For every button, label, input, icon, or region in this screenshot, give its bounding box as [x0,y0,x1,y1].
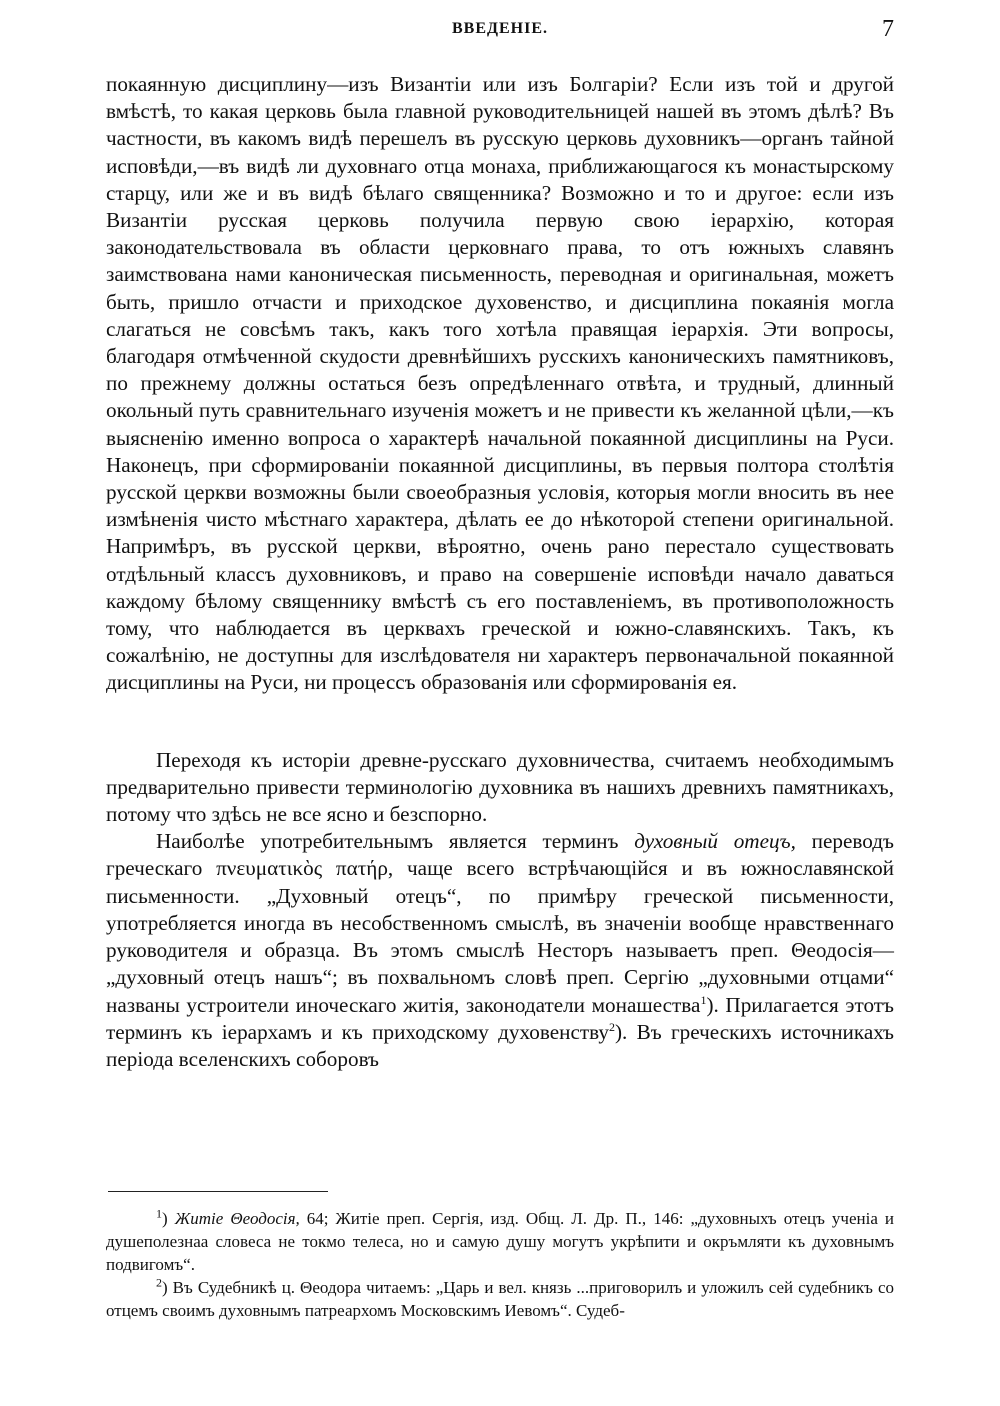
footnote-text: Въ Судебникѣ ц. Θеодора читаемъ: „Царь и вел. князь ...приговорилъ и уложилъ сей судебникъ со отцемъ своимъ духовнымъ патреархомъ Московскимъ Иевомъ“. Судеб- [106,1278,894,1320]
running-title: ВВЕДЕНІЕ. [451,20,549,37]
footnote-2: $^2$) Въ Судебникѣ ц. Θеодора читаемъ: „Царь и вел. князь ...приговорилъ и уложилъ сей судебникъ со отцемъ своимъ духовнымъ патреархомъ Московскимъ Иевомъ“. Судеб- [106,1275,894,1320]
paragraph-spiritual-father [106,828,894,1073]
text-run: , чаще всего встрѣчающійся и въ южнославянской письменности. „Духовный отецъ“, по примѣру греческой письменности, употребляется иногда въ несобственномъ смыслѣ, въ значеніи вообще нравственнаго руководителя и образца. Въ этомъ смыслѣ Несторъ называетъ преп. Θеодосія—„духовный отецъ нашъ“; въ похвальномъ словѣ преп. Сергію „духовными отцами“ названы устроители иноческаго житія, законодатели монашества [106,856,894,1017]
paragraph-terminology-intro: Переходя къ исторіи древне-русскаго духовничества, считаемъ необходимымъ предварительно привести терминологію духовника въ нашихъ древнихъ памятникахъ, потому что здѣсь не все ясно и безспорно. [106,747,894,827]
text-run: переводъ греческаго [106,829,894,881]
text-run: Наиболѣе употребительнымъ является терминъ [156,829,635,854]
footnote-1: $^1$) Житіе Θеодосія, 64; Житіе преп. Сергія, изд. Общ. Л. Др. П., 146: „духовныхъ отецъ ученіа и душеполезнаа словеса не токмо телеса, но и самую душу могутъ укрѣпити и окръмляти къ духовнымъ подвигомъ“. [106,1206,894,1274]
footnote-ref-2[interactable]: 2 [608,1019,615,1034]
footnote-source: Житіе Θеодосія, [174,1209,300,1228]
text-run: ). Прилагается этотъ терминъ къ іерархамъ и къ приходскому духовенству [106,992,895,1044]
page-header [106,18,894,48]
page-number: 7 [882,16,894,42]
italic-term: духовный отецъ, [634,829,796,854]
footnote-ref-1[interactable]: 1 [700,992,707,1007]
footnote-divider [108,1191,328,1192]
footnote-mark: 1 [156,1206,162,1221]
paragraph-continuation: покаянную дисциплину—изъ Византіи или изъ Болгаріи? Если изъ той и другой вмѣстѣ, то какая церковь была главной руководительницей нашей въ этомъ дѣлѣ? Въ частности, въ какомъ видѣ перешелъ въ русскую церковь духовникъ—органъ тайной исповѣди,—въ видѣ ли духовнаго отца монаха, приближающагося къ монастырскому старцу, или же и въ видѣ бѣлаго священника? Возможно и то и другое: если изъ Византіи русская церковь получила первую свою іерархію, которая законодательствовала въ области церковнаго права, то отъ южныхъ славянъ заимствована нами каноническая письменность, переводная и оригинальная, можетъ быть, пришло отчасти и приходское духовенство, и дисциплина покаянія могла слагаться не совсѣмъ такъ, какъ того хотѣла правящая іерархія. Эти вопросы, благодаря отмѣченной скудости древнѣйшихъ русскихъ каноническихъ памятниковъ, по прежнему должны остаться безъ опредѣленнаго отвѣта, и трудный, длинный окольный путь сравнительнаго изученія можетъ и не привести къ желанной цѣли,—къ выясненію именно вопроса о характерѣ начальной покаянной дисциплины на Руси. Наконецъ, при сформированіи покаянной дисциплины, въ первыя полтора столѣтія русской церкви возможны были своеобразныя условія, которыя могли вносить въ нее измѣненія чисто мѣстнаго характера, дѣлать ее до нѣкоторой степени оригинальной. Напримѣръ, въ русской церкви, вѣроятно, очень рано перестало существовать отдѣльный классъ духовниковъ, и право на совершеніе исповѣди начало даваться каждому бѣлому священнику вмѣстѣ съ его поставленіемъ, въ противоположность тому, что наблюдается въ церквахъ греческой и южно-славянскихъ. Такъ, къ сожалѣнію, не доступны для изслѣдователя ни характеръ первоначальной покаянной дисциплины на Руси, ни процессъ образованія или сформированія ея. [106,72,894,695]
text-run: ). Въ греческихъ источникахъ періода вселенскихъ соборовъ [106,1019,894,1071]
footnote-text: 64; Житіе преп. Сергія, изд. Общ. Л. Др. П., 146: „духовныхъ отецъ ученіа и душеполезнаа словеса не токмо телеса, но и самую душу могутъ укрѣпити и окръмляти къ духовнымъ подвигомъ“. [106,1209,894,1274]
main-text [106,71,894,1073]
greek-term: πνευματικὸς πατήρ [216,856,388,881]
footnote-mark: 2 [156,1275,162,1290]
section-gap [106,697,894,747]
footnotes [106,1207,894,1322]
